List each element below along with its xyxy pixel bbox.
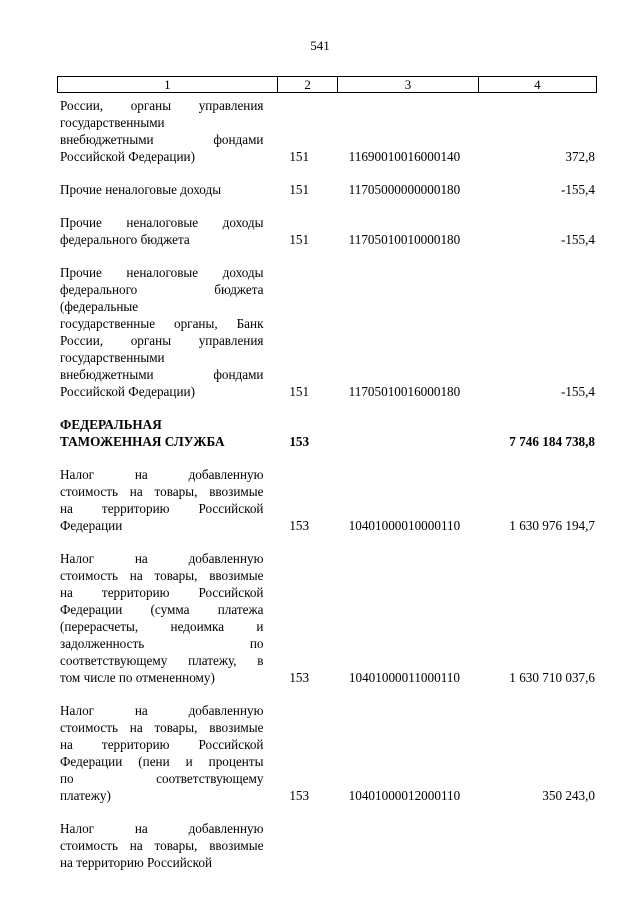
- row-amount: 350 243,0: [542, 788, 596, 803]
- row-name-line: том числе по отмененному): [60, 670, 215, 685]
- row-name-line: на территорию Российской: [60, 585, 264, 600]
- row-budget-code: 11705010016000180: [348, 384, 461, 399]
- row-name: [57, 416, 263, 450]
- row-name-line: (федеральные: [60, 299, 139, 314]
- row-name-line: стоимость на товары, ввозимые: [60, 568, 264, 583]
- row-name-line: Федерации (пени и проценты: [60, 754, 264, 769]
- row-name-line: платежу): [60, 788, 111, 803]
- row-amount: 1 630 976 194,7: [509, 518, 596, 533]
- table-row: [57, 550, 597, 686]
- row-amount: 7 746 184 738,8: [509, 434, 596, 449]
- row-name-line: федерального бюджета: [60, 232, 190, 247]
- row-name: [57, 820, 263, 871]
- row-name-line: федерального бюджета: [60, 282, 264, 297]
- row-name-line: государственными: [60, 350, 165, 365]
- row-amount: -155,4: [560, 182, 596, 197]
- row-name-line: внебюджетными фондами: [60, 367, 264, 382]
- row-admin-code: 153: [289, 670, 310, 685]
- table-header: [57, 76, 597, 93]
- row-name-line: (перерасчеты, недоимка и: [60, 619, 264, 634]
- table-row: [57, 97, 597, 165]
- row-budget-code: 11705000000000180: [348, 182, 461, 197]
- row-name: [57, 214, 263, 248]
- row-name: [57, 264, 263, 400]
- row-name-line: задолженность по: [60, 636, 264, 651]
- row-admin-code: 151: [289, 149, 310, 164]
- row-admin-code: 153: [289, 518, 310, 533]
- row-admin-code: 153: [289, 788, 310, 803]
- row-name-line: ТАМОЖЕННАЯ СЛУЖБА: [60, 434, 225, 449]
- row-name-line: России, органы управления: [60, 98, 264, 113]
- row-amount: 1 630 710 037,6: [509, 670, 596, 685]
- row-name-line: по соответствующему: [60, 771, 264, 786]
- row-amount: -155,4: [560, 384, 596, 399]
- table-row: [57, 416, 597, 450]
- row-budget-code: 10401000011000110: [348, 670, 460, 685]
- table-row: [57, 264, 597, 400]
- row-name-line: на территорию Российской: [60, 855, 213, 870]
- row-name: [57, 550, 263, 686]
- table-row: [57, 181, 597, 198]
- row-budget-code: 11705010010000180: [348, 232, 461, 247]
- row-amount: 372,8: [565, 149, 596, 164]
- row-name-line: государственными: [60, 115, 165, 130]
- row-name-line: Российской Федерации): [60, 149, 195, 164]
- row-name-line: на территорию Российской: [60, 501, 264, 516]
- row-name-line: Прочие неналоговые доходы: [60, 265, 264, 280]
- row-name-line: стоимость на товары, ввозимые: [60, 720, 264, 735]
- row-name-line: Федерации: [60, 518, 123, 533]
- row-name-line: внебюджетными фондами: [60, 132, 264, 147]
- row-name: [57, 702, 263, 804]
- header-col-2: 2: [278, 77, 339, 92]
- row-name-line: соответствующему платежу, в: [60, 653, 264, 668]
- row-amount: -155,4: [560, 232, 596, 247]
- page-number: 541: [310, 38, 330, 53]
- row-name-line: Налог на добавленную: [60, 467, 264, 482]
- row-name-line: стоимость на товары, ввозимые: [60, 838, 264, 853]
- row-name-line: Прочие неналоговые доходы: [60, 182, 222, 197]
- header-col-4: 4: [534, 77, 541, 92]
- row-admin-code: 153: [289, 434, 310, 449]
- row-name-line: ФЕДЕРАЛЬНАЯ: [60, 417, 162, 432]
- row-name: [57, 181, 263, 198]
- row-name-line: стоимость на товары, ввозимые: [60, 484, 264, 499]
- row-name-line: Федерации (сумма платежа: [60, 602, 264, 617]
- row-name-line: Налог на добавленную: [60, 821, 264, 836]
- row-admin-code: 151: [289, 384, 310, 399]
- row-name-line: государственные органы, Банк: [60, 316, 264, 331]
- table-row: [57, 820, 597, 871]
- row-name-line: Российской Федерации): [60, 384, 195, 399]
- row-name-line: Налог на добавленную: [60, 551, 264, 566]
- row-budget-code: 10401000010000110: [348, 518, 461, 533]
- table-row: [57, 214, 597, 248]
- row-name-line: Прочие неналоговые доходы: [60, 215, 264, 230]
- table-body: [57, 97, 597, 887]
- row-name: [57, 466, 263, 534]
- row-name-line: России, органы управления: [60, 333, 264, 348]
- row-admin-code: 151: [289, 232, 310, 247]
- table-row: [57, 466, 597, 534]
- row-name: [57, 97, 263, 165]
- row-budget-code: 11690010016000140: [348, 149, 461, 164]
- row-admin-code: 151: [289, 182, 310, 197]
- row-name-line: Налог на добавленную: [60, 703, 264, 718]
- header-col-1: 1: [58, 77, 278, 92]
- row-budget-code: 10401000012000110: [348, 788, 461, 803]
- row-name-line: на территорию Российской: [60, 737, 264, 752]
- table-row: [57, 702, 597, 804]
- header-col-3: 3: [338, 77, 478, 92]
